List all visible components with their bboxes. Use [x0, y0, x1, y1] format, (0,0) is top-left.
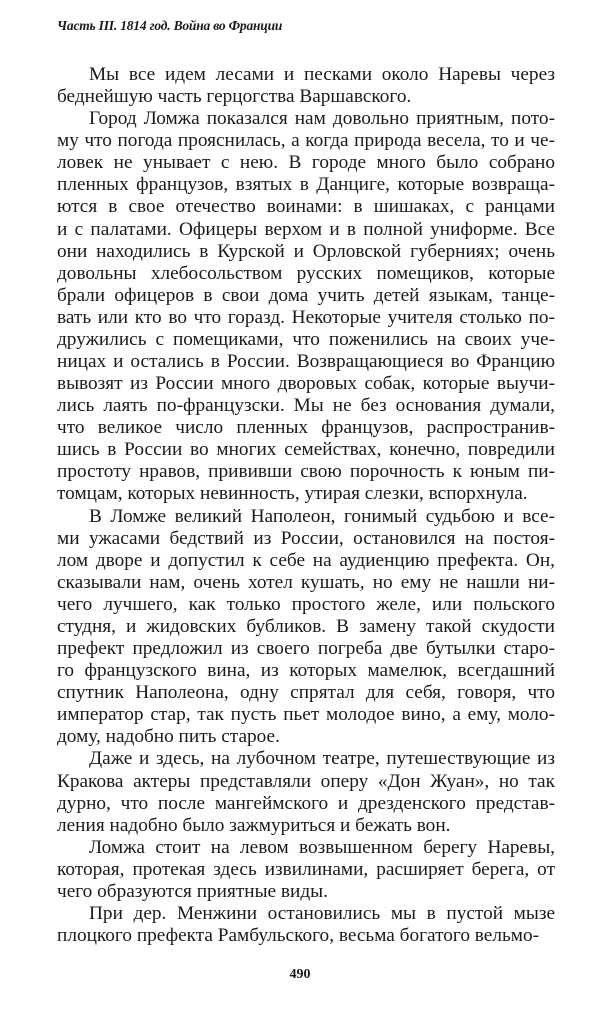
paragraph [57, 506, 555, 749]
paragraph [57, 837, 555, 903]
text-line: му что погода прояснилась, а когда природа весела, то и че- [57, 130, 555, 152]
text-line: чего образуются приятные виды. [57, 880, 328, 902]
text-line: лись лаять по-французски. Мы не без основания думали, [57, 395, 555, 417]
text-line: ления надобно было зажмуриться и бежать вон. [57, 814, 451, 836]
text-line: Кракова актеры представляли оперу «Дон Жуан», но так [57, 770, 555, 792]
text-line: ются в свое отечество воинами: в шишаках, с ранцами [57, 196, 555, 218]
text-line: пленных французов, взятых в Данциге, которые возвраща- [57, 174, 555, 196]
text-line: Даже и здесь, на лубочном театре, путешествующие из [89, 748, 555, 770]
text-line: довольны хлебосольством русских помещиков, которые [57, 262, 555, 284]
text-line: сказывали нам, очень хотел кушать, но ему не нашли ни- [57, 571, 555, 593]
text-line: император стар, так пусть пьет молодое вино, а ему, моло- [57, 704, 555, 726]
text-line: Ломжа стоит на левом возвышенном берегу Наревы, [89, 836, 555, 858]
text-line: дурно, что после мангеймского и дрезденского представ- [57, 792, 555, 814]
text-line: что великое число пленных французов, распространив- [57, 417, 555, 439]
text-line: дому, надобно пить старое. [57, 726, 280, 748]
text-line: дружились с помещиками, что поженились на своих уче- [57, 328, 555, 350]
text-line: брали офицеров в свои дома учить детей языкам, танце- [57, 284, 555, 306]
text-line: В Ломже великий Наполеон, гонимый судьбою и все- [89, 505, 555, 527]
page-number: 490 [289, 967, 311, 982]
text-line: которая, протекая здесь извилинами, расширяет берега, от [57, 858, 555, 880]
text-line: ловек не унывает с нею. В городе много было собрано [57, 152, 555, 174]
text-line: При дер. Менжини остановились мы в пустой мызе [89, 902, 555, 924]
text-line: они находились в Курской и Орловской губерниях; очень [57, 240, 555, 262]
paragraph [57, 748, 555, 836]
paragraph [57, 64, 555, 108]
text-line: чего лучшего, как только простого желе, или польского [57, 593, 555, 615]
text-line: шись в России во многих семействах, конечно, повредили [57, 439, 555, 461]
text-line: го французского вина, из которых мамелюк, всегдашний [57, 660, 555, 682]
text-line: студня, и жидовских бубликов. В замену такой скудости [57, 615, 555, 637]
text-line: простоту нравов, прививши свою порочность к юным пи- [57, 461, 555, 483]
text-line: спутник Наполеона, одну спрятал для себя, говоря, что [57, 682, 555, 704]
text-line: вать или кто во что горазд. Некоторые учителя столько по- [57, 306, 555, 328]
text-line: и с палатами. Офицеры верхом и в полной униформе. Все [57, 218, 555, 240]
text-line: лом дворе и допустил к себе на аудиенцию префекта. Он, [57, 549, 555, 571]
paragraph [57, 903, 555, 947]
paragraph [57, 108, 555, 505]
text-line: Город Ломжа показался нам довольно приятным, пото- [89, 108, 555, 130]
text-line: томцам, которых невинность, утирая слезки, вспорхнула. [57, 483, 528, 505]
body-text [57, 64, 555, 947]
text-line: ницах и остались в России. Возвращающиеся во Францию [57, 351, 555, 373]
text-line: префект предложил из своего погреба две бутылки старо- [57, 638, 555, 660]
text-line: Мы все идем лесами и песками около Наревы через [89, 64, 555, 85]
running-head: Часть III. 1814 год. Война во Франции [57, 18, 283, 33]
text-line: вывозят из России много дворовых собак, которые выучи- [57, 373, 555, 395]
text-line: беднейшую часть герцогства Варшавского. [57, 86, 412, 108]
text-line: ми ужасами бедствий из России, остановился на постоя- [57, 527, 555, 549]
text-line: плоцкого префекта Рамбульского, весьма богатого вельмо- [57, 925, 540, 947]
